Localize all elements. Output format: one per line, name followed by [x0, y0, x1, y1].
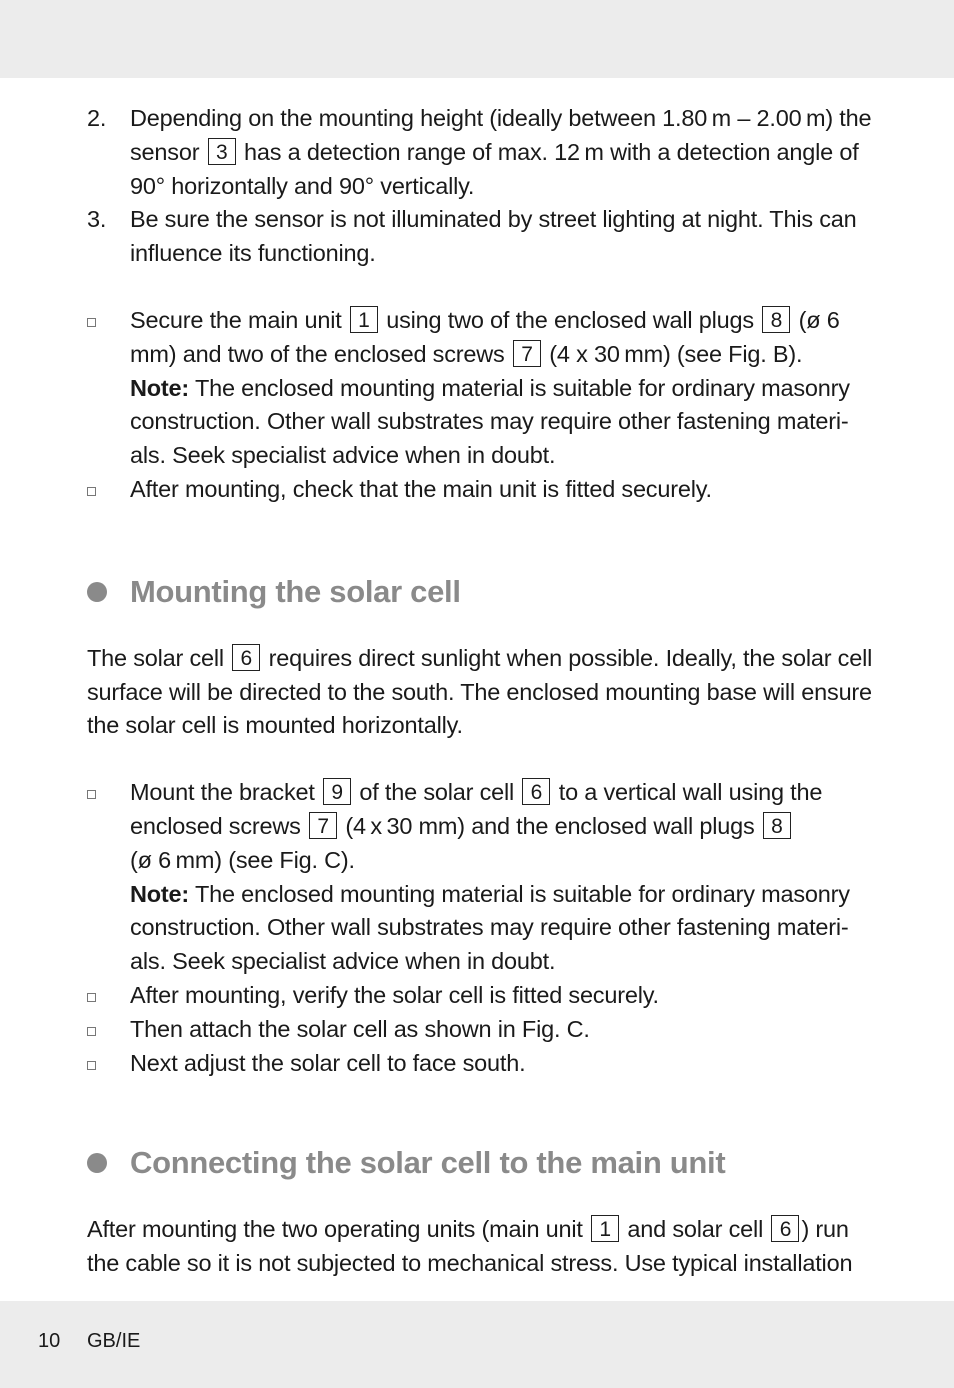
step-text: of the solar cell [359, 779, 515, 806]
heading-dot-icon [87, 1153, 107, 1173]
part-ref-wall-plugs: 8 [762, 306, 790, 333]
part-ref-screws: 7 [309, 812, 337, 839]
numbered-item-3 [87, 203, 877, 271]
note-text: The enclosed mounting material is suitable for ordinary masonry construction. Other wall substrates may require other fastening materi-als. Seek specialist advice when in doubt. [130, 374, 850, 469]
section-heading-solar [87, 572, 877, 612]
item-text: Be sure the sensor is not illuminated by street lighting at night. This can influence its functioning. [130, 206, 857, 267]
part-ref-solar-cell: 6 [232, 644, 260, 671]
note-label: Note: [130, 880, 190, 907]
part-ref-solar-cell: 6 [771, 1215, 799, 1242]
step-text: Secure the main unit [130, 306, 342, 333]
solar-intro-paragraph [87, 642, 877, 743]
item-number: 2. [87, 105, 107, 131]
step-text: (4 x 30 mm) and the enclosed wall plugs [345, 812, 755, 839]
paragraph-text: The solar cell [87, 644, 224, 671]
paragraph-text: After mounting the two operating units (main unit [87, 1216, 583, 1243]
step-adjust-solar-cell [87, 1047, 877, 1081]
part-ref-solar-cell: 6 [522, 778, 550, 805]
page-number: 10 [38, 1330, 61, 1352]
step-attach-solar-cell [87, 1013, 877, 1047]
checkbox-bullet-icon [87, 1027, 96, 1036]
item-number: 3. [87, 206, 107, 233]
step-text: using two of the enclosed wall plugs [386, 306, 754, 333]
checkbox-bullet-icon [87, 1061, 96, 1070]
footer-band [0, 1301, 954, 1388]
step-text: Next adjust the solar cell to face south. [130, 1049, 526, 1076]
part-ref-wall-plugs: 8 [763, 812, 791, 839]
step-check-main-unit [87, 473, 877, 507]
part-ref-main-unit: 1 [350, 306, 378, 333]
checkbox-bullet-icon [87, 790, 96, 799]
step-text: Then attach the solar cell as shown in Fig. C. [130, 1015, 590, 1042]
note-text: The enclosed mounting material is suitable for ordinary masonry construction. Other wall substrates may require other fastening materi-als. Seek specialist advice when in doubt. [130, 880, 850, 975]
step-text: After mounting, check that the main unit is fitted securely. [130, 475, 712, 502]
heading-text: Connecting the solar cell to the main unit [130, 1145, 726, 1181]
step-text: After mounting, verify the solar cell is fitted securely. [130, 981, 659, 1008]
part-ref-sensor: 3 [208, 138, 236, 165]
header-band [0, 0, 954, 78]
step-text: to a vertical wall using the enclosed screws [130, 779, 823, 839]
checkbox-bullet-icon [87, 487, 96, 496]
page-locale: GB/IE [87, 1330, 141, 1352]
numbered-item-2 [87, 102, 877, 203]
note-label: Note: [130, 374, 190, 401]
step-text: (ø 6 mm) (see Fig. C). [130, 846, 355, 873]
part-ref-main-unit: 1 [591, 1215, 619, 1242]
checkbox-bullet-icon [87, 993, 96, 1002]
step-text: Mount the bracket [130, 779, 315, 806]
paragraph-text: ) run the cable so it is not subjected to mechanical stress. Use typical installation [87, 1216, 853, 1277]
paragraph-text: and solar cell [627, 1216, 764, 1243]
item-text: has a detection range of max. 12 m with a detection angle of 90° horizontally and 90° vertically. [130, 138, 859, 199]
checkbox-bullet-icon [87, 318, 96, 327]
page-content [87, 102, 877, 1281]
heading-dot-icon [87, 582, 107, 602]
step-text: (ø 6 mm) and two of the enclosed screws [130, 306, 845, 367]
part-ref-screws: 7 [513, 340, 541, 367]
section-heading-connect [87, 1143, 877, 1183]
step-secure-main-unit [87, 304, 877, 473]
paragraph-text: requires direct sunlight when possible. Ideally, the solar cell surface will be directed to the south. The enclosed mounting base will ensure the solar cell is mounted horizontally. [87, 644, 873, 739]
step-verify-solar-cell [87, 979, 877, 1013]
part-ref-bracket: 9 [323, 778, 351, 805]
heading-text: Mounting the solar cell [130, 573, 461, 609]
step-mount-bracket [87, 776, 877, 979]
connect-paragraph [87, 1213, 877, 1281]
item-text: Depending on the mounting height (ideally between 1.80 m – 2.00 m) the sensor [130, 105, 872, 165]
step-text: (4 x 30 mm) (see Fig. B). [549, 340, 803, 367]
